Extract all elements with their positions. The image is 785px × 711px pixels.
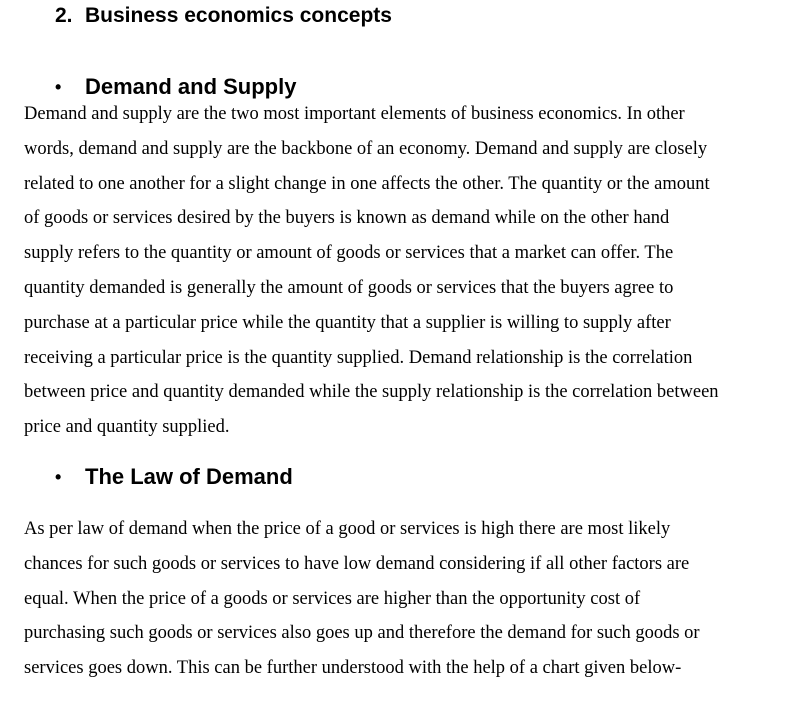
paragraph-line: price and quantity supplied. <box>24 417 230 438</box>
paragraph-line: purchase at a particular price while the quantity that a supplier is willing to supply after <box>24 312 671 333</box>
paragraph-line: chances for such goods or services to have low demand considering if all other factors are <box>24 553 690 574</box>
section-heading <box>55 3 392 29</box>
paragraph-line: As per law of demand when the price of a good or services is high there are most likely <box>24 519 671 539</box>
section-number: 2. <box>55 4 73 27</box>
paragraph-line: equal. When the price of a goods or services are higher than the opportunity cost of <box>24 588 641 609</box>
paragraph-line: services goes down. This can be further understood with the help of a chart given below- <box>24 658 682 679</box>
paragraph-line: quantity demanded is generally the amount of goods or services that the buyers agree to <box>24 277 674 298</box>
paragraph-line: words, demand and supply are the backbone of an economy. Demand and supply are closely <box>24 138 708 159</box>
section-title: Business economics concepts <box>85 4 392 27</box>
paragraph-line: of goods or services desired by the buyers is known as demand while on the other hand <box>24 208 670 229</box>
paragraph-line: supply refers to the quantity or amount of goods or services that a market can offer. The <box>24 243 674 264</box>
paragraph-line: related to one another for a slight change in one affects the other. The quantity or the amount <box>24 173 710 194</box>
law-of-demand-heading <box>55 464 293 490</box>
law-of-demand-paragraph <box>24 512 785 686</box>
paragraph-line: purchasing such goods or services also goes up and therefore the demand for such goods or <box>24 623 700 644</box>
paragraph-line: receiving a particular price is the quantity supplied. Demand relationship is the correlation <box>24 347 693 368</box>
bullet-icon: • <box>55 77 62 97</box>
bullet-icon: • <box>55 467 62 487</box>
paragraph-line: between price and quantity demanded while the supply relationship is the correlation between <box>24 382 719 403</box>
paragraph-line: Demand and supply are the two most important elements of business economics. In other <box>24 104 685 124</box>
demand-supply-heading-text: Demand and Supply <box>85 74 297 99</box>
demand-supply-paragraph <box>24 97 785 445</box>
law-of-demand-heading-text: The Law of Demand <box>85 464 293 489</box>
